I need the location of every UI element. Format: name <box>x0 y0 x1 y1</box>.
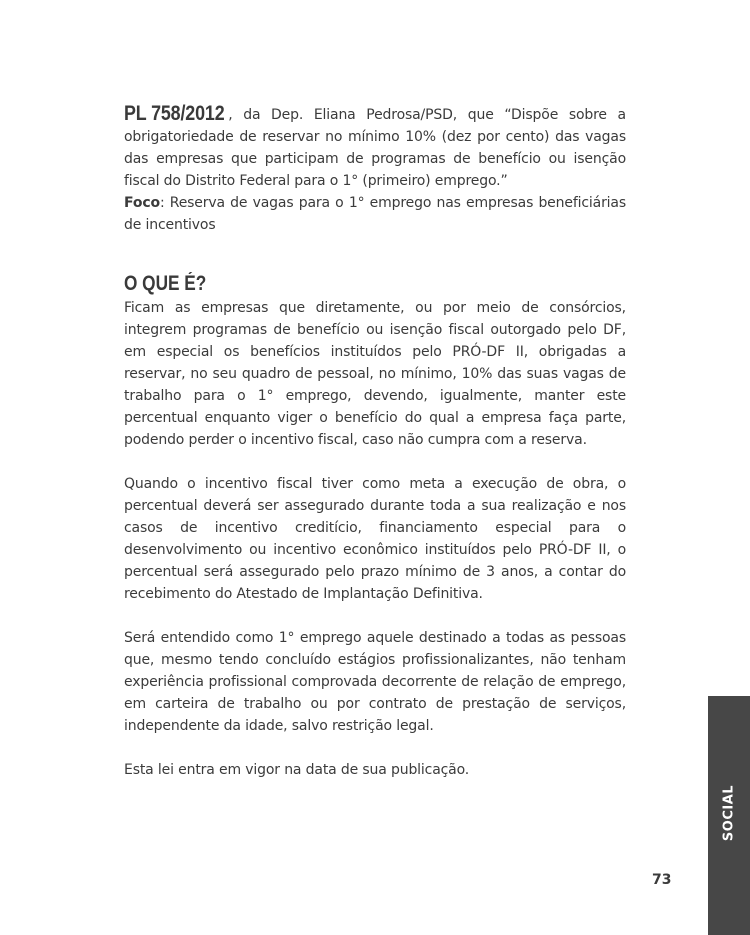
bill-focus <box>124 192 626 236</box>
focus-label: Foco <box>124 195 160 211</box>
paragraph-first-job: Será entendido como 1° emprego aquele destinado a todas as pessoas que, mesmo tendo concluído estágios profissionalizantes, não tenham experiência profissional comprovada decorrente de relação de emprego, em carteira de trabalho ou por contrato de prestação de serviços, independente da idade, salvo restrição legal. <box>124 630 626 734</box>
focus-text: : Reserva de vagas para o 1° emprego nas empresas beneficiárias de incentivos <box>124 195 626 233</box>
paragraph-definition: Ficam as empresas que diretamente, ou por meio de consórcios, integrem programas de benefício ou isenção fiscal outorgado pelo DF, em especial os benefícios instituídos pelo PRÓ-DF II, obrigadas a reservar, no seu quadro de pessoal, no mínimo, 10% das suas vagas de trabalho para o 1° emprego, devendo, igualmente, manter este percentual enquanto viger o benefício do qual a empresa faça parte, podendo perder o incentivo fiscal, caso não cumpra com a reserva. <box>124 300 626 448</box>
bill-code: PL 758/2012 <box>124 102 225 125</box>
side-tab-label: SOCIAL <box>721 784 737 842</box>
page-number: 73 <box>652 872 672 888</box>
section-heading: O QUE É? <box>124 272 207 295</box>
paragraph-effective-date: Esta lei entra em vigor na data de sua publicação. <box>124 762 470 778</box>
page-content <box>124 103 626 781</box>
bill-intro <box>124 103 626 192</box>
bill-description: , da Dep. Eliana Pedrosa/PSD, que “Dispõe sobre a obrigatoriedade de reservar no mínimo 10% (dez por cento) das vagas das empresas que participam de programas de benefício ou isenção fiscal do Distrito Federal para o 1° (primeiro) emprego.” <box>124 107 626 189</box>
paragraph-construction: Quando o incentivo fiscal tiver como meta a execução de obra, o percentual deverá ser assegurado durante toda a sua realização e nos casos de incentivo creditício, financiamento especial para o desenvolvimento ou incentivo econômico instituídos pelo PRÓ-DF II, o percentual será assegurado pelo prazo mínimo de 3 anos, a contar do recebimento do Atestado de Implantação Definitiva. <box>124 476 626 602</box>
